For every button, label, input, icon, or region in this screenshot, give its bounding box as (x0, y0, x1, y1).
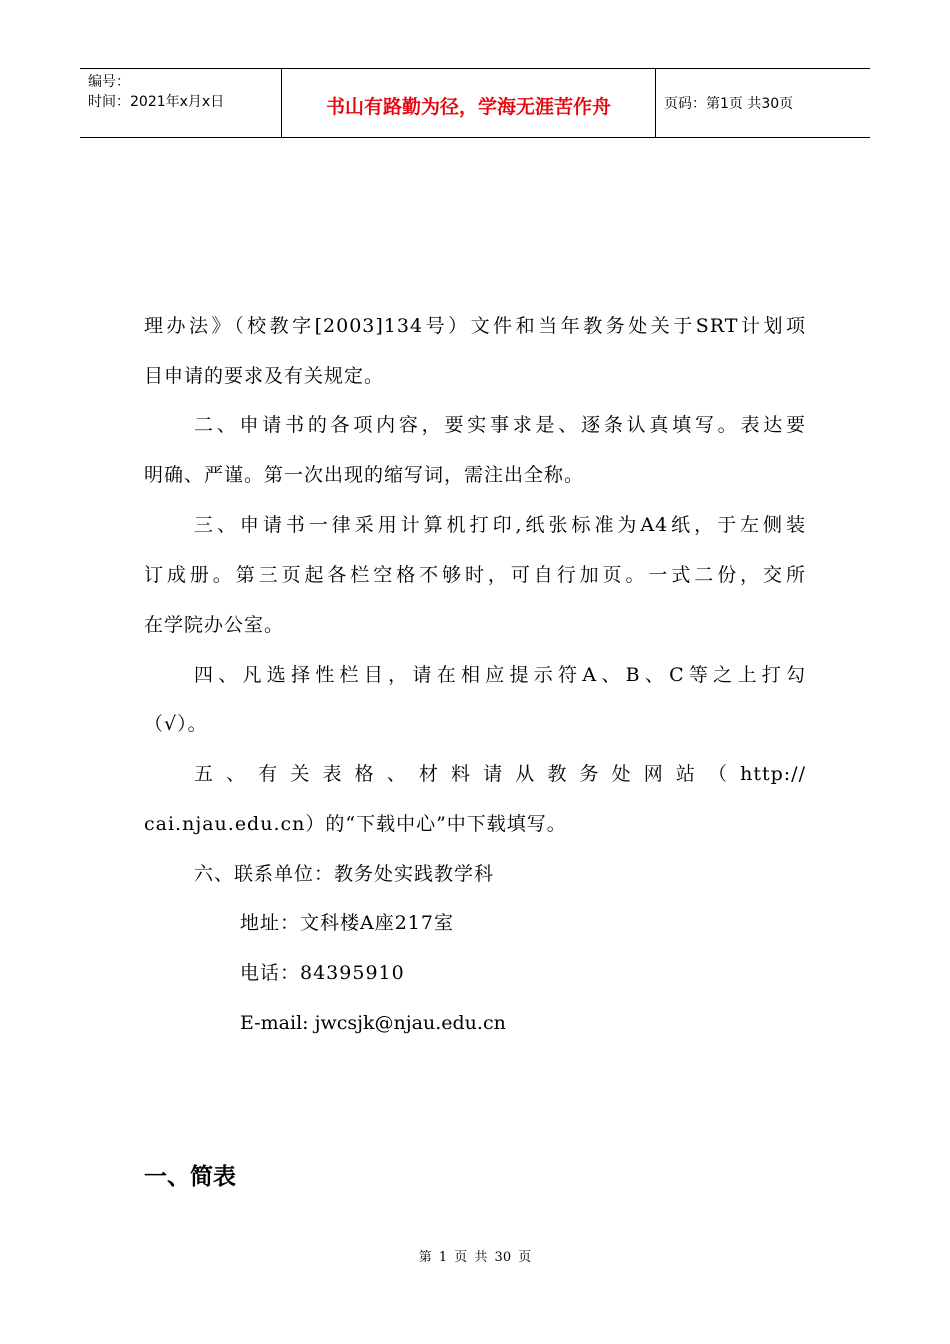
body-line-11: cai.njau.edu.cn）的“下载中心”中下载填写。 (144, 813, 567, 835)
body-line-1: 理办法》（校教字[2003]134号）文件和当年教务处关于SRT计划项 (144, 315, 806, 337)
body-line-2: 目申请的要求及有关规定。 (144, 365, 385, 387)
body-line-4: 明确、严谨。第一次出现的缩写词，需注出全称。 (144, 464, 585, 486)
header-motto: 书山有路勤为径，学海无涯苦作舟 (282, 69, 656, 137)
contact-email: E-mail: jwcsjk@njau.edu.cn (240, 1012, 506, 1034)
time-label: 时间：2021年x月x日 (88, 94, 225, 110)
body-line-6: 订成册。第三页起各栏空格不够时，可自行加页。一式二份，交所 (144, 564, 806, 586)
section-heading: 一、简表 (144, 1164, 236, 1190)
header-page-info: 页码：第1页 共30页 (664, 96, 794, 112)
header-meta (80, 69, 282, 137)
body-line-7: 在学院办公室。 (144, 614, 285, 636)
contact-phone: 电话：84395910 (240, 962, 405, 984)
body-line-12: 六、联系单位：教务处实践教学科 (194, 863, 495, 885)
code-label: 编号： (88, 74, 130, 90)
page-header (80, 68, 870, 138)
body-line-9: （√）。 (144, 713, 208, 735)
body-line-3: 二、申请书的各项内容，要实事求是、逐条认真填写。表达要 (194, 414, 806, 436)
body-line-10: 五、有关表格、材料请从教务处网站（http:// (194, 763, 806, 785)
body-line-8: 四、凡选择性栏目，请在相应提示符A、B、C等之上打勾 (194, 664, 806, 686)
body-line-5: 三、申请书一律采用计算机打印,纸张标准为A4纸，于左侧装 (194, 514, 806, 536)
contact-address: 地址：文科楼A座217室 (240, 912, 454, 934)
page-footer: 第 1 页 共 30 页 (418, 1250, 532, 1265)
